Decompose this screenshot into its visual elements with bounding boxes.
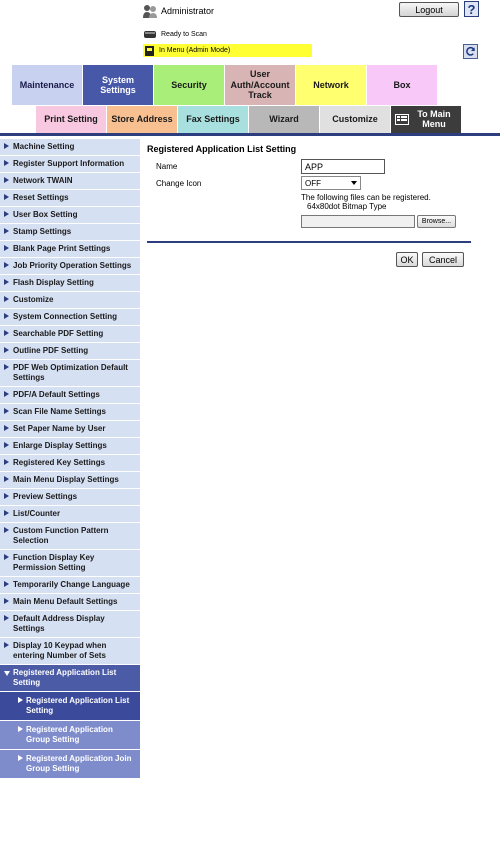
header-divider xyxy=(0,133,500,136)
sidebar-item-custom-function-pattern-selection[interactable] xyxy=(0,523,140,550)
sidebar-item-outline-pdf-setting[interactable] xyxy=(0,343,140,360)
sidebar-item-set-paper-name-by-user[interactable] xyxy=(0,421,140,438)
sidebar-item-main-menu-display-settings[interactable] xyxy=(0,472,140,489)
sidebar-item-registered-application-list-setting[interactable] xyxy=(0,665,140,692)
sidebar-item-label: Flash Display Setting xyxy=(13,278,94,287)
sidebar-item-label: Enlarge Display Settings xyxy=(13,441,107,450)
sidebar-item-label: System Connection Setting xyxy=(13,312,118,321)
machine-status xyxy=(143,27,207,41)
administrator-label: Administrator xyxy=(161,6,215,16)
tab-maintenance[interactable]: Maintenance xyxy=(12,65,83,105)
sidebar-item-label: Temporarily Change Language xyxy=(13,580,130,589)
triangle-right-icon xyxy=(4,615,9,621)
triangle-right-icon xyxy=(4,391,9,397)
sidebar-item-label: Scan File Name Settings xyxy=(13,407,106,416)
sidebar-item-main-menu-default-settings[interactable] xyxy=(0,594,140,611)
sidebar-item-label: Main Menu Display Settings xyxy=(13,475,119,484)
scanner-icon xyxy=(143,29,157,40)
change-icon-label: Change Icon xyxy=(156,179,202,188)
tab-print-setting[interactable]: Print Setting xyxy=(36,106,107,133)
sidebar xyxy=(0,139,140,779)
mode-text: In Menu (Admin Mode) xyxy=(159,47,231,54)
machine-icon xyxy=(144,45,155,57)
sidebar-item-preview-settings[interactable] xyxy=(0,489,140,506)
settings-panel xyxy=(147,144,471,232)
triangle-right-icon xyxy=(4,279,9,285)
main-tabs xyxy=(12,65,438,105)
triangle-right-icon xyxy=(4,527,9,533)
refresh-button[interactable] xyxy=(463,44,478,59)
sidebar-item-label: Network TWAIN xyxy=(13,176,73,185)
triangle-right-icon xyxy=(4,330,9,336)
sidebar-item-label: Customize xyxy=(13,295,54,304)
sidebar-item-label: Searchable PDF Setting xyxy=(13,329,104,338)
tab-network[interactable]: Network xyxy=(296,65,367,105)
sidebar-item-machine-setting[interactable] xyxy=(0,139,140,156)
sidebar-item-customize[interactable] xyxy=(0,292,140,309)
triangle-right-icon xyxy=(4,143,9,149)
change-icon-select[interactable] xyxy=(301,176,361,190)
sidebar-item-label: User Box Setting xyxy=(13,210,78,219)
tab-user-auth-account-track[interactable]: User Auth/Account Track xyxy=(225,65,296,105)
sidebar-item-temporarily-change-language[interactable] xyxy=(0,577,140,594)
mode-bar xyxy=(143,44,312,57)
sidebar-item-user-box-setting[interactable] xyxy=(0,207,140,224)
sidebar-item-pdf-web-optimization-default-settings[interactable] xyxy=(0,360,140,387)
logout-button[interactable]: Logout xyxy=(399,2,459,17)
triangle-right-icon xyxy=(4,554,9,560)
sidebar-subitem-label: Registered Application Join Group Setting xyxy=(26,754,132,773)
tab-system-settings[interactable]: System Settings xyxy=(83,65,154,105)
sidebar-item-stamp-settings[interactable] xyxy=(0,224,140,241)
chevron-down-icon xyxy=(351,181,357,185)
cancel-button[interactable]: Cancel xyxy=(422,252,464,267)
triangle-down-icon xyxy=(4,671,10,676)
triangle-right-icon xyxy=(4,160,9,166)
tab-fax-settings[interactable]: Fax Settings xyxy=(178,106,249,133)
triangle-right-icon xyxy=(4,476,9,482)
file-note: The following files can be registered. xyxy=(301,193,431,202)
triangle-right-icon xyxy=(4,459,9,465)
sidebar-subitem-registered-application-join-group-setting[interactable] xyxy=(0,750,140,779)
file-type-note: 64x80dot Bitmap Type xyxy=(307,202,387,211)
sidebar-item-display-10-keypad-when-entering-number-of-sets[interactable] xyxy=(0,638,140,665)
sidebar-item-label: Stamp Settings xyxy=(13,227,72,236)
triangle-right-icon xyxy=(4,228,9,234)
sidebar-item-function-display-key-permission-setting[interactable] xyxy=(0,550,140,577)
sidebar-item-searchable-pdf-setting[interactable] xyxy=(0,326,140,343)
main-menu-icon xyxy=(395,114,409,125)
triangle-right-icon xyxy=(4,581,9,587)
triangle-right-icon xyxy=(4,194,9,200)
sidebar-item-label: Function Display Key Permission Setting xyxy=(13,553,95,572)
tab-store-address[interactable]: Store Address xyxy=(107,106,178,133)
triangle-right-icon xyxy=(4,493,9,499)
icon-file-row xyxy=(147,192,471,232)
triangle-right-icon xyxy=(4,245,9,251)
file-path-input[interactable] xyxy=(301,215,415,228)
sidebar-subitem-registered-application-list-setting[interactable] xyxy=(0,692,140,721)
sidebar-item-label: Main Menu Default Settings xyxy=(13,597,118,606)
page-title: Registered Application List Setting xyxy=(147,144,297,154)
user-indicator xyxy=(142,2,214,20)
sidebar-subitem-registered-application-group-setting[interactable] xyxy=(0,721,140,750)
change-icon-row xyxy=(147,176,471,192)
sidebar-item-system-connection-setting[interactable] xyxy=(0,309,140,326)
triangle-right-icon xyxy=(4,408,9,414)
sidebar-item-label: Default Address Display Settings xyxy=(13,614,105,633)
sidebar-item-registered-key-settings[interactable] xyxy=(0,455,140,472)
status-text: Ready to Scan xyxy=(161,30,207,38)
sidebar-item-flash-display-setting[interactable] xyxy=(0,275,140,292)
triangle-right-icon xyxy=(4,510,9,516)
sidebar-item-register-support-information[interactable] xyxy=(0,156,140,173)
sidebar-item-label: Custom Function Pattern Selection xyxy=(13,526,109,545)
triangle-right-icon xyxy=(4,364,9,370)
sidebar-item-label: Registered Key Settings xyxy=(13,458,106,467)
content-divider xyxy=(147,241,471,243)
triangle-right-icon xyxy=(4,425,9,431)
triangle-right-icon xyxy=(4,296,9,302)
sidebar-item-enlarge-display-settings[interactable] xyxy=(0,438,140,455)
refresh-icon xyxy=(465,46,476,57)
sidebar-item-scan-file-name-settings[interactable] xyxy=(0,404,140,421)
triangle-right-icon xyxy=(18,755,23,761)
sidebar-item-network-twain[interactable] xyxy=(0,173,140,190)
sidebar-item-label: Machine Setting xyxy=(13,142,75,151)
triangle-right-icon xyxy=(4,262,9,268)
name-input[interactable] xyxy=(301,159,385,174)
sidebar-item-label: Blank Page Print Settings xyxy=(13,244,111,253)
sidebar-item-label: PDF Web Optimization Default Settings xyxy=(13,363,128,382)
sidebar-item-label: Preview Settings xyxy=(13,492,78,501)
sidebar-item-label: Display 10 Keypad when entering Number of Sets xyxy=(13,641,107,660)
sidebar-item-default-address-display-settings[interactable] xyxy=(0,611,140,638)
sidebar-item-label: Reset Settings xyxy=(13,193,69,202)
administrator-icon xyxy=(142,3,158,19)
tab-customize[interactable]: Customize xyxy=(320,106,391,133)
sidebar-subitem-label: Registered Application List Setting xyxy=(26,696,130,715)
sidebar-item-label: List/Counter xyxy=(13,509,61,518)
tab-security[interactable]: Security xyxy=(154,65,225,105)
triangle-right-icon xyxy=(4,598,9,604)
sidebar-item-label: Job Priority Operation Settings xyxy=(13,261,132,270)
sidebar-item-label: Registered Application List Setting xyxy=(13,668,117,687)
triangle-right-icon xyxy=(4,177,9,183)
sidebar-item-reset-settings[interactable] xyxy=(0,190,140,207)
triangle-right-icon xyxy=(4,442,9,448)
triangle-right-icon xyxy=(4,347,9,353)
browse-button[interactable]: Browse... xyxy=(417,215,456,228)
triangle-right-icon xyxy=(4,211,9,217)
triangle-right-icon xyxy=(18,697,23,703)
sidebar-item-list-counter[interactable] xyxy=(0,506,140,523)
sidebar-item-label: Outline PDF Setting xyxy=(13,346,89,355)
triangle-right-icon xyxy=(18,726,23,732)
sidebar-item-blank-page-print-settings[interactable] xyxy=(0,241,140,258)
ok-button[interactable]: OK xyxy=(396,252,418,267)
tab-wizard[interactable]: Wizard xyxy=(249,106,320,133)
sidebar-item-pdf-a-default-settings[interactable] xyxy=(0,387,140,404)
sidebar-subitem-label: Registered Application Group Setting xyxy=(26,725,113,744)
change-icon-value: OFF xyxy=(305,178,321,188)
sub-tabs xyxy=(36,106,462,133)
sidebar-item-label: Set Paper Name by User xyxy=(13,424,106,433)
name-row xyxy=(147,159,471,175)
tab-box[interactable]: Box xyxy=(367,65,438,105)
triangle-right-icon xyxy=(4,313,9,319)
sidebar-item-label: PDF/A Default Settings xyxy=(13,390,100,399)
triangle-right-icon xyxy=(4,642,9,648)
name-label: Name xyxy=(156,162,178,171)
sidebar-item-job-priority-operation-settings[interactable] xyxy=(0,258,140,275)
help-button[interactable]: ? xyxy=(464,1,479,17)
tab-to-main-menu[interactable]: To Main Menu xyxy=(391,106,462,133)
sidebar-item-label: Register Support Information xyxy=(13,159,125,168)
